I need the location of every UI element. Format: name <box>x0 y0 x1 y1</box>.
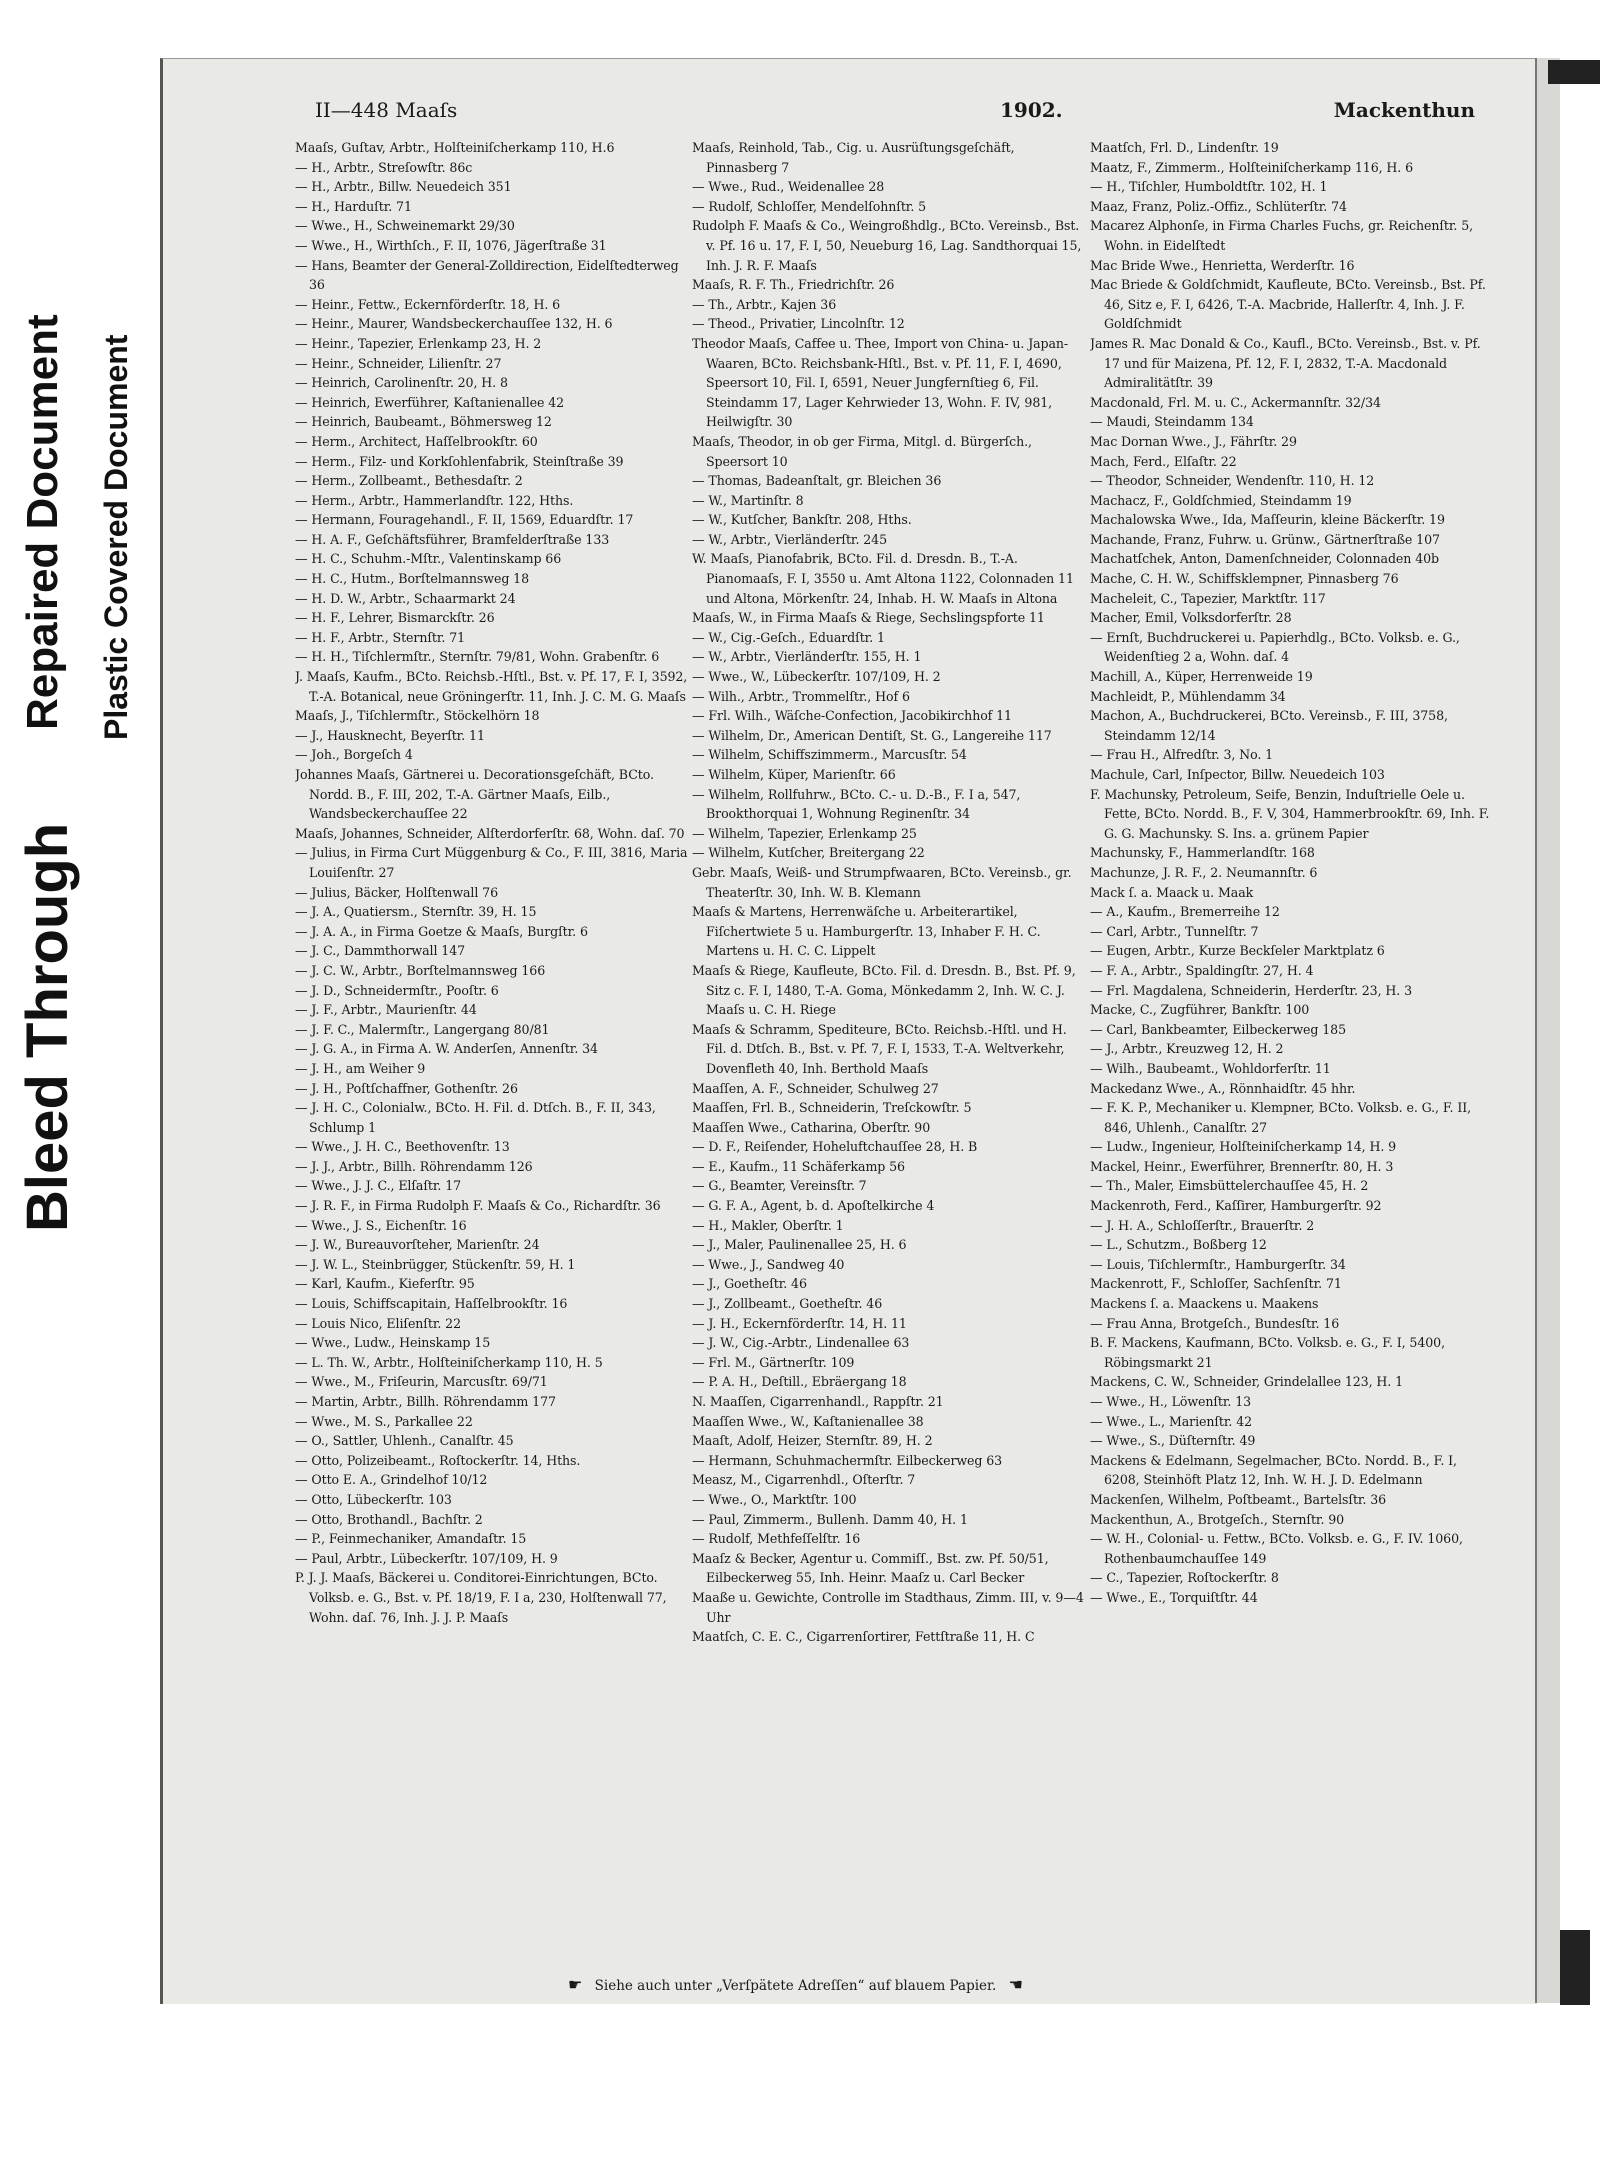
header-year: 1902. <box>1000 98 1063 122</box>
directory-entry: — Otto, Lübeckerſtr. 103 <box>295 1491 452 1507</box>
directory-entry: Machunsky, F., Hammerlandſtr. 168 <box>1090 845 1315 861</box>
directory-entry: Mac Bride Wwe., Henrietta, Werderſtr. 16 <box>1090 257 1355 273</box>
directory-entry: Maaſs, Guſtav, Arbtr., Holſteiniſcherkamp 110, H.6 <box>295 140 615 155</box>
directory-entry: W. Maaſs, Pianofabrik, BCto. Fil. d. Dresdn. B., T.-A. Pianomaaſs, F. I, 3550 u. Amt Altona 1122, Colonnaden 11 und Altona, Mörkenſtr. 24, Inhab. H. W. Maaſs in Altona <box>692 551 1074 606</box>
directory-entry: Macheleit, C., Tapezier, Marktſtr. 117 <box>1090 590 1326 606</box>
directory-entry: Johannes Maaſs, Gärtnerei u. Decorationsgeſchäft, BCto. Nordd. B., F. III, 202, T.-A. Gärtner Maaſs, Eilb., Wandsbeckerchauſſee 22 <box>295 767 654 822</box>
directory-entry: — Paul, Zimmerm., Bullenh. Damm 40, H. 1 <box>692 1511 968 1527</box>
directory-entry: — Wilhelm, Küper, Marienſtr. 66 <box>692 767 896 782</box>
directory-entry: Machatſchek, Anton, Damenſchneider, Colonnaden 40b <box>1090 551 1439 567</box>
directory-entry: — J. F. C., Malermſtr., Langergang 80/81 <box>295 1021 550 1037</box>
bleed-through-label: Bleed Through <box>15 822 80 1232</box>
directory-entry: — Wwe., H., Schweinemarkt 29/30 <box>295 218 515 234</box>
directory-entry: — J. H. A., Schloſſerſtr., Brauerſtr. 2 <box>1090 1217 1315 1233</box>
directory-entry: — J. A. A., in Firma Goetze & Maaſs, Burgſtr. 6 <box>295 923 588 939</box>
directory-entry: — Carl, Bankbeamter, Eilbeckerweg 185 <box>1090 1021 1346 1037</box>
directory-entry: — J. R. F., in Firma Rudolph F. Maaſs & Co., Richardſtr. 36 <box>295 1198 661 1214</box>
directory-entry: P. J. J. Maaſs, Bäckerei u. Conditorei-Einrichtungen, BCto. Volksb. e. G., Bst. v. Pf. 18/19, F. I a, 230, Holſtenwall 77, Wohn. daſ. 76, Inh. J. J. P. Maaſs <box>295 1570 667 1625</box>
directory-entry: Maaſſen, A. F., Schneider, Schulweg 27 <box>692 1080 939 1096</box>
page-header <box>160 98 1535 134</box>
directory-entry: Maaſs, R. F. Th., Friedrichſtr. 26 <box>692 277 895 293</box>
directory-entry: Maaſs, Reinhold, Tab., Cig. u. Ausrüſtungsgeſchäft, Pinnasberg 7 <box>692 140 1015 175</box>
directory-entry: — O., Sattler, Uhlenh., Canalſtr. 45 <box>295 1433 514 1449</box>
header-last-name: Mackenthun <box>1333 98 1475 122</box>
directory-entry: Maaſſen Wwe., W., Kaſtanienallee 38 <box>692 1413 924 1429</box>
directory-entry: — J., Hausknecht, Beyerſtr. 11 <box>295 727 485 743</box>
directory-entry: — Eugen, Arbtr., Kurze Beckſeler Marktplatz 6 <box>1090 943 1385 959</box>
directory-entry: — W., Arbtr., Vierländerſtr. 155, H. 1 <box>692 649 922 665</box>
directory-entry: — Herm., Zollbeamt., Bethesdaſtr. 2 <box>295 473 523 489</box>
directory-entry: — Otto, Polizeibeamt., Roſtockerſtr. 14, Hths. <box>295 1452 581 1468</box>
directory-entry: — J. G. A., in Firma A. W. Anderſen, Annenſtr. 34 <box>295 1041 598 1057</box>
directory-entry: Mach, Ferd., Elſaſtr. 22 <box>1090 453 1237 469</box>
directory-entry: Theodor Maaſs, Caffee u. Thee, Import von China- u. Japan-Waaren, BCto. Reichsbank-Hſtl., Bst. v. Pf. 11, F. I, 4690, Speersort 10, Fil. I, 6591, Neuer Jungfernſtieg 6, Fil. Steindamm 17, Lager Kehrwieder 13, Wohn. F. IV, 981, Heilwigſtr. 30 <box>692 335 1069 430</box>
directory-entry: — Wwe., J. H. C., Beethovenſtr. 13 <box>295 1139 510 1155</box>
directory-entry: Maaſs & Martens, Herrenwäſche u. Arbeiterartikel, Fiſchertwiete 5 u. Hamburgerſtr. 13, Inhaber F. H. C. Martens u. H. C. C. Lippelt <box>692 904 1041 959</box>
directory-entry: F. Machunsky, Petroleum, Seife, Benzin, Induſtrielle Oele u. Fette, BCto. Nordd. B., F. V, 304, Hammerbrookſtr. 69, Inh. F. G. G. Machunsky. S. Ins. a. grünem Papier <box>1090 786 1490 841</box>
directory-entry: Mackel, Heinr., Ewerführer, Brennerſtr. 80, H. 3 <box>1090 1158 1394 1174</box>
directory-entry: Machon, A., Buchdruckerei, BCto. Vereinsb., F. III, 3758, Steindamm 12/14 <box>1090 708 1448 743</box>
directory-entry: Machunze, J. R. F., 2. Neumannſtr. 6 <box>1090 864 1318 880</box>
directory-entry: Machill, A., Küper, Herrenweide 19 <box>1090 669 1313 685</box>
directory-entry: Maatſch, Frl. D., Lindenſtr. 19 <box>1090 140 1279 155</box>
directory-entry: — Otto E. A., Grindelhof 10/12 <box>295 1472 488 1488</box>
directory-entry: — L., Schutzm., Boßberg 12 <box>1090 1237 1267 1253</box>
directory-entry: — Wwe., M., Friſeurin, Marcusſtr. 69/71 <box>295 1374 548 1390</box>
directory-entry: — Heinr., Maurer, Wandsbeckerchauſſee 132, H. 6 <box>295 316 613 332</box>
binding-tab-top <box>1548 60 1600 84</box>
directory-entry: Mackenrott, F., Schloſſer, Sachſenſtr. 71 <box>1090 1276 1342 1292</box>
directory-entry: Mache, C. H. W., Schiffsklempner, Pinnasberg 76 <box>1090 571 1399 587</box>
directory-entry: — W., Kutſcher, Bankſtr. 208, Hths. <box>692 512 912 528</box>
directory-entry: Maaße u. Gewichte, Controlle im Stadthaus, Zimm. III, v. 9—4 Uhr <box>692 1589 1084 1625</box>
directory-entry: Maaſſen, Frl. B., Schneiderin, Treſckowſtr. 5 <box>692 1100 972 1116</box>
directory-entry: — G., Beamter, Vereinsſtr. 7 <box>692 1178 867 1194</box>
directory-entry: — Wwe., H., Löwenſtr. 13 <box>1090 1394 1252 1409</box>
directory-entry: Maaſs, Johannes, Schneider, Alſterdorferſtr. 68, Wohn. daſ. 70 <box>295 825 685 841</box>
directory-entry: — H. H., Tiſchlermſtr., Sternſtr. 79/81, Wohn. Grabenſtr. 6 <box>295 649 660 665</box>
directory-entry: — Frl. Magdalena, Schneiderin, Herderſtr. 23, H. 3 <box>1090 982 1412 998</box>
directory-entry: James R. Mac Donald & Co., Kaufl., BCto. Vereinsb., Bst. v. Pf. 17 und für Maizena, Pf. 12, F. I, 2832, T.-A. Macdonald Admiralitätſtr. 39 <box>1090 335 1481 391</box>
header-page-ref: II—448 Maaſs <box>315 98 458 122</box>
directory-entry: — F. A., Arbtr., Spaldingſtr. 27, H. 4 <box>1090 962 1314 978</box>
directory-entry: — Julius, in Firma Curt Müggenburg & Co., F. III, 3816, Maria Louiſenſtr. 27 <box>295 845 688 880</box>
directory-entry: — Wwe., S., Düſternſtr. 49 <box>1090 1433 1256 1449</box>
directory-entry: — J. H., Poſtſchaffner, Gothenſtr. 26 <box>295 1080 518 1096</box>
directory-entry: — L. Th. W., Arbtr., Holſteiniſcherkamp 110, H. 5 <box>295 1354 603 1370</box>
directory-entry: Maaſs & Schramm, Spediteure, BCto. Reichsb.-Hſtl. und H. Fil. d. Dtſch. B., Bst. v. Pf. 7, F. I, 1533, T.-A. Weltverkehr, Dovenfleth 40, Inh. Berthold Maaſs <box>692 1021 1067 1076</box>
directory-entry: — Paul, Arbtr., Lübeckerſtr. 107/109, H. 9 <box>295 1550 558 1566</box>
directory-entry: N. Maaſſen, Cigarrenhandl., Rappſtr. 21 <box>692 1394 944 1409</box>
directory-entry: — Herm., Arbtr., Hammerlandſtr. 122, Hths. <box>295 492 574 508</box>
directory-entry: — Hermann, Schuhmachermſtr. Eilbeckerweg 63 <box>692 1452 1003 1468</box>
directory-entry: — Heinr., Fettw., Eckernförderſtr. 18, H. 6 <box>295 296 561 312</box>
directory-entry: Machalowska Wwe., Ida, Maſſeurin, kleine Bäckerſtr. 19 <box>1090 512 1445 528</box>
directory-entry: Machande, Franz, Fuhrw. u. Grünw., Gärtnerſtraße 107 <box>1090 531 1440 547</box>
directory-entry: Maaz, Franz, Poliz.-Offiz., Schlüterſtr. 74 <box>1090 198 1347 214</box>
directory-entry: — Carl, Arbtr., Tunnelſtr. 7 <box>1090 923 1259 939</box>
directory-entry: — J. J., Arbtr., Billh. Röhrendamm 126 <box>295 1158 533 1174</box>
directory-entry: Mac Dornan Wwe., J., Fährſtr. 29 <box>1090 433 1297 449</box>
directory-entry: — J. W., Cig.-Arbtr., Lindenallee 63 <box>692 1335 910 1351</box>
directory-entry: Machacz, F., Goldſchmied, Steindamm 19 <box>1090 492 1352 508</box>
directory-entry: — Wilhelm, Kutſcher, Breitergang 22 <box>692 845 925 861</box>
directory-entry: — J. C., Dammthorwall 147 <box>295 943 466 959</box>
directory-entry: — W., Arbtr., Vierländerſtr. 245 <box>692 531 887 547</box>
directory-entry: — P. A. H., Deſtill., Ebräergang 18 <box>692 1374 907 1390</box>
directory-entry: Mackens & Edelmann, Segelmacher, BCto. Nordd. B., F. I, 6208, Steinhöft Platz 12, Inh. W. H. J. D. Edelmann <box>1090 1452 1457 1488</box>
directory-entry: — Theodor, Schneider, Wendenſtr. 110, H. 12 <box>1090 473 1375 489</box>
directory-entry: Rudolph F. Maaſs & Co., Weingroßhdlg., BCto. Vereinsb., Bst. v. Pf. 16 u. 17, F. I, 50, Neueburg 16, Lag. Sandthorquai 15, Inh. J. R. F. Maaſs <box>692 218 1082 273</box>
directory-entry: Maaſſen Wwe., Catharina, Oberſtr. 90 <box>692 1119 931 1135</box>
directory-entry: — W. H., Colonial- u. Fettw., BCto. Volksb. e. G., F. IV. 1060, Rothenbaumchauſſee 149 <box>1090 1531 1463 1566</box>
side-labels <box>0 0 160 2177</box>
directory-entry: — W., Martinſtr. 8 <box>692 492 804 508</box>
directory-entry: Maaſs, Theodor, in ob ger Firma, Mitgl. d. Bürgerſch., Speersort 10 <box>692 433 1032 469</box>
directory-entry: Maaſs, W., in Firma Maaſs & Riege, Sechslingspforte 11 <box>692 610 1045 626</box>
directory-entry: — Heinrich, Ewerführer, Kaſtanienallee 42 <box>295 394 565 410</box>
directory-entry: — C., Tapezier, Roſtockerſtr. 8 <box>1090 1570 1279 1586</box>
directory-entry: Maaſs & Riege, Kaufleute, BCto. Fil. d. Dresdn. B., Bst. Pf. 9, Sitz c. F. I, 1480, T.-A. Goma, Mönkedamm 2, Inh. W. C. J. Maaſs u. C. H. Riege <box>692 962 1076 1018</box>
directory-entry: — Wilh., Baubeamt., Wohldorferſtr. 11 <box>1090 1060 1331 1076</box>
directory-entry: — Otto, Brothandl., Bachſtr. 2 <box>295 1511 483 1527</box>
directory-entry: — Wwe., W., Lübeckerſtr. 107/109, H. 2 <box>692 669 941 685</box>
directory-entry: — Th., Arbtr., Kajen 36 <box>692 296 837 312</box>
directory-entry: — H. F., Lehrer, Bismarckſtr. 26 <box>295 610 495 626</box>
directory-entry: — Th., Maler, Eimsbüttelerchauſſee 45, H. 2 <box>1090 1178 1369 1194</box>
directory-entry: — Frau Anna, Brotgeſch., Bundesſtr. 16 <box>1090 1315 1340 1331</box>
directory-entry: — P., Feinmechaniker, Amandaſtr. 15 <box>295 1531 527 1547</box>
directory-entry: — F. K. P., Mechaniker u. Klempner, BCto. Volksb. e. G., F. II, 846, Uhlenh., Canalſtr. 27 <box>1090 1100 1471 1135</box>
directory-entry: — Heinr., Schneider, Lilienſtr. 27 <box>295 355 502 371</box>
directory-entry: — H., Harduſtr. 71 <box>295 198 412 214</box>
directory-entry: Mack ſ. a. Maack u. Maak <box>1090 884 1254 900</box>
directory-entry: — H. C., Hutm., Borſtelmannsweg 18 <box>295 571 530 587</box>
directory-column-2 <box>692 138 1087 1978</box>
binding-tab-bottom <box>1560 1930 1590 2005</box>
directory-entry: — J. A., Quatiersm., Sternſtr. 39, H. 15 <box>295 904 537 920</box>
directory-entry: Macher, Emil, Volksdorferſtr. 28 <box>1090 610 1292 626</box>
directory-entry: Maatz, F., Zimmerm., Holſteiniſcherkamp 116, H. 6 <box>1090 159 1414 175</box>
directory-entry: — Ernſt, Buchdruckerei u. Papierhdlg., BCto. Volksb. e. G., Weidenſtieg 2 a, Wohn. daſ. 4 <box>1090 629 1460 665</box>
directory-entry: — Wilhelm, Schiffszimmerm., Marcusſtr. 54 <box>692 747 967 763</box>
directory-entry: Mackenthun, A., Brotgeſch., Sternſtr. 90 <box>1090 1511 1345 1527</box>
directory-entry: — Heinrich, Baubeamt., Böhmersweg 12 <box>295 414 552 430</box>
directory-entry: — Wilhelm, Dr., American Dentiſt, St. G., Langereihe 117 <box>692 727 1052 743</box>
directory-entry: Maaſt, Adolf, Heizer, Sternſtr. 89, H. 2 <box>692 1433 933 1449</box>
pointing-hand-icon: ☚ <box>1008 1975 1023 1994</box>
directory-entry: — Wwe., Rud., Weidenallee 28 <box>692 179 885 195</box>
directory-entry: — H. C., Schuhm.-Mſtr., Valentinskamp 66 <box>295 551 562 567</box>
directory-entry: Machleidt, P., Mühlendamm 34 <box>1090 688 1286 704</box>
directory-entry: — H., Arbtr., Streſowſtr. 86c <box>295 159 473 175</box>
directory-entry: — J. W., Bureauvorſteher, Marienſtr. 24 <box>295 1237 540 1253</box>
directory-entry: — Wwe., Ludw., Heinskamp 15 <box>295 1335 491 1351</box>
directory-entry: — G. F. A., Agent, b. d. Apoſtelkirche 4 <box>692 1198 935 1214</box>
directory-entry: — Rudolf, Methfeſſelſtr. 16 <box>692 1531 861 1547</box>
directory-entry: — Wwe., L., Marienſtr. 42 <box>1090 1413 1253 1429</box>
directory-entry: — D. F., Reiſender, Hoheluftchauſſee 28, H. B <box>692 1139 978 1155</box>
footer-note <box>560 1975 1031 1994</box>
directory-entry: — Louis, Schiffscapitain, Haſſelbrookſtr. 16 <box>295 1296 568 1312</box>
directory-entry: — J. W. L., Steinbrügger, Stückenſtr. 59, H. 1 <box>295 1256 576 1272</box>
directory-column-1 <box>295 138 690 1978</box>
directory-entry: Mackens ſ. a. Maackens u. Maakens <box>1090 1296 1319 1312</box>
directory-entry: — Wilhelm, Rollfuhrw., BCto. C.- u. D.-B., F. I a, 547, Brookthorquai 1, Wohnung Reginenſtr. 34 <box>692 786 1021 822</box>
directory-entry: — Ludw., Ingenieur, Holſteiniſcherkamp 14, H. 9 <box>1090 1139 1397 1155</box>
directory-entry: — Wilh., Arbtr., Trommelſtr., Hof 6 <box>692 688 910 704</box>
directory-entry: — Herm., Filz- und Korkſohlenfabrik, Steinſtraße 39 <box>295 453 624 469</box>
directory-entry: — H., Arbtr., Billw. Neuedeich 351 <box>295 179 512 195</box>
directory-entry: — Wwe., J., Sandweg 40 <box>692 1256 845 1272</box>
directory-entry: — Martin, Arbtr., Billh. Röhrendamm 177 <box>295 1394 556 1409</box>
directory-entry: — Wwe., H., Wirthſch., F. II, 1076, Jägerſtraße 31 <box>295 237 607 253</box>
directory-entry: Maaſs, J., Tiſchlermſtr., Stöckelhörn 18 <box>295 708 540 724</box>
directory-entry: Mackenſen, Wilhelm, Poſtbeamt., Bartelsſtr. 36 <box>1090 1491 1387 1507</box>
directory-entry: — H. F., Arbtr., Sternſtr. 71 <box>295 629 466 645</box>
directory-entry: — J., Maler, Paulinenallee 25, H. 6 <box>692 1237 907 1253</box>
directory-entry: — Wwe., O., Marktſtr. 100 <box>692 1491 857 1507</box>
directory-entry: — Wwe., J. J. C., Elſaſtr. 17 <box>295 1178 462 1194</box>
directory-entry: — J. H., am Weiher 9 <box>295 1060 426 1076</box>
directory-entry: — Louis, Tiſchlermſtr., Hamburgerſtr. 34 <box>1090 1256 1346 1272</box>
directory-entry: — Julius, Bäcker, Holſtenwall 76 <box>295 884 498 900</box>
directory-entry: — Louis Nico, Eliſenſtr. 22 <box>295 1315 461 1331</box>
directory-entry: — Wwe., M. S., Parkallee 22 <box>295 1413 473 1429</box>
directory-entry: — J., Arbtr., Kreuzweg 12, H. 2 <box>1090 1041 1284 1057</box>
directory-entry: Mackenroth, Ferd., Kaſſirer, Hamburgerſtr. 92 <box>1090 1198 1382 1214</box>
repaired-document-label: Repaired Document <box>18 314 67 730</box>
directory-entry: — Frl. M., Gärtnerſtr. 109 <box>692 1354 855 1370</box>
directory-entry: Macdonald, Frl. M. u. C., Ackermannſtr. 32/34 <box>1090 394 1381 410</box>
footer-note-text: Siehe auch unter „Verſpätete Adreſſen“ auf blauem Papier. <box>594 1978 997 1994</box>
directory-entry: Mackedanz Wwe., A., Rönnhaidſtr. 45 hhr. <box>1090 1080 1356 1096</box>
directory-entry: J. Maaſs, Kaufm., BCto. Reichsb.-Hſtl., Bst. v. Pf. 17, F. I, 3592, T.-A. Botanical, neue Gröningerſtr. 11, Inh. J. C. M. G. Maaſs <box>295 669 688 704</box>
directory-entry: Mac Briede & Goldſchmidt, Kaufleute, BCto. Vereinsb., Bst. Pf. 46, Sitz e, F. I, 6426, T.-A. Macbride, Hallerſtr. 4, Inh. J. F. Goldſchmidt <box>1090 277 1486 332</box>
directory-column-3 <box>1090 138 1490 1978</box>
directory-entry: — J. H. C., Colonialw., BCto. H. Fil. d. Dtſch. B., F. II, 343, Schlump 1 <box>295 1100 656 1135</box>
directory-entry: Macke, C., Zugführer, Bankſtr. 100 <box>1090 1002 1310 1018</box>
directory-entry: — Heinrich, Carolinenſtr. 20, H. 8 <box>295 375 508 391</box>
directory-entry: — Wwe., J. S., Eichenſtr. 16 <box>295 1217 467 1233</box>
directory-entry: — E., Kaufm., 11 Schäferkamp 56 <box>692 1158 905 1174</box>
directory-entry: B. F. Mackens, Kaufmann, BCto. Volksb. e. G., F. I, 5400, Röbingsmarkt 21 <box>1090 1335 1445 1370</box>
directory-entry: — Wwe., E., Torquiſtſtr. 44 <box>1090 1589 1258 1605</box>
directory-entry: — J. D., Schneidermſtr., Pooſtr. 6 <box>295 982 499 998</box>
directory-entry: — H., Tiſchler, Humboldtſtr. 102, H. 1 <box>1090 179 1328 195</box>
directory-entry: Maaſz & Becker, Agentur u. Commiſſ., Bst. zw. Pf. 50/51, Eilbeckerweg 55, Inh. Heinr. Maaſz u. Carl Becker <box>692 1550 1049 1586</box>
directory-entry: — J. H., Eckernförderſtr. 14, H. 11 <box>692 1315 907 1331</box>
directory-entry: — H., Makler, Oberſtr. 1 <box>692 1217 844 1233</box>
directory-entry: — Frl. Wilh., Wäſche-Confection, Jacobikirchhof 11 <box>692 708 1012 724</box>
directory-entry: — Hermann, Fouragehandl., F. II, 1569, Eduardſtr. 17 <box>295 512 634 528</box>
pointing-hand-icon: ☛ <box>568 1975 583 1994</box>
directory-entry: — Hans, Beamter der General-Zolldirection, Eidelſtedterweg 36 <box>295 257 679 293</box>
directory-entry: — Wilhelm, Tapezier, Erlenkamp 25 <box>692 825 917 841</box>
directory-entry: — Maudi, Steindamm 134 <box>1090 414 1254 430</box>
directory-entry: — Theod., Privatier, Lincolnſtr. 12 <box>692 316 905 332</box>
directory-entry: — J., Zollbeamt., Goetheſtr. 46 <box>692 1296 883 1312</box>
directory-entry: — Rudolf, Schloſſer, Mendelſohnſtr. 5 <box>692 198 927 214</box>
directory-entry: — Thomas, Badeanſtalt, gr. Bleichen 36 <box>692 473 942 489</box>
directory-entry: — Heinr., Tapezier, Erlenkamp 23, H. 2 <box>295 335 542 351</box>
plastic-covered-label: Plastic Covered Document <box>98 334 134 740</box>
directory-entry: Measz, M., Cigarrenhdl., Oſterſtr. 7 <box>692 1472 916 1488</box>
directory-entry: — Frau H., Alfredſtr. 3, No. 1 <box>1090 747 1274 763</box>
directory-entry: Maatſch, C. E. C., Cigarrenſortirer, Fettſtraße 11, H. C <box>692 1629 1035 1645</box>
page-edge <box>1535 58 1560 2003</box>
directory-entry: — Herm., Architect, Haſſelbrookſtr. 60 <box>295 433 538 449</box>
directory-entry: — A., Kaufm., Bremerreihe 12 <box>1090 904 1280 920</box>
directory-entry: Mackens, C. W., Schneider, Grindelallee 123, H. 1 <box>1090 1374 1403 1390</box>
directory-entry: — J., Goetheſtr. 46 <box>692 1276 807 1292</box>
directory-entry: — J. F., Arbtr., Maurienſtr. 44 <box>295 1002 477 1018</box>
directory-entry: — Karl, Kaufm., Kieferſtr. 95 <box>295 1276 475 1292</box>
directory-entry: Gebr. Maaſs, Weiß- und Strumpfwaaren, BCto. Vereinsb., gr. Theaterſtr. 30, Inh. W. B. Klemann <box>692 864 1072 900</box>
directory-entry: Macarez Alphonſe, in Firma Charles Fuchs, gr. Reichenſtr. 5, Wohn. in Eidelſtedt <box>1090 218 1474 253</box>
directory-entry: — H. A. F., Geſchäftsführer, Bramfelderſtraße 133 <box>295 531 610 547</box>
directory-entry: Machule, Carl, Inſpector, Billw. Neuedeich 103 <box>1090 767 1385 782</box>
directory-entry: — H. D. W., Arbtr., Schaarmarkt 24 <box>295 590 516 606</box>
directory-entry: — J. C. W., Arbtr., Borſtelmannsweg 166 <box>295 962 546 978</box>
directory-entry: — Joh., Borgeſch 4 <box>295 747 413 763</box>
directory-entry: — W., Cig.-Geſch., Eduardſtr. 1 <box>692 629 885 645</box>
